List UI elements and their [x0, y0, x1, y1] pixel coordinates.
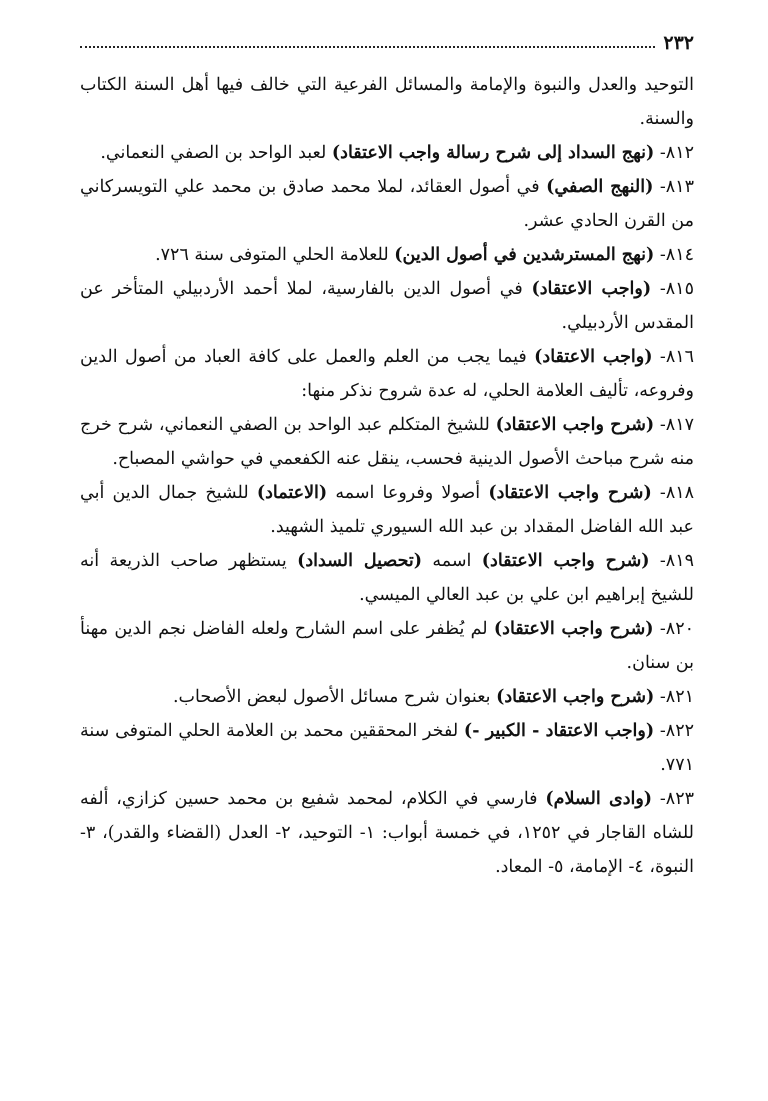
entry-text: يستظهر صاحب الذريعة أنه للشيخ إبراهيم ابن علي بن عبد العالي الميسي.	[80, 551, 694, 605]
entry-item	[80, 612, 694, 680]
entry-item	[80, 238, 694, 272]
entry-text: ٨١٩-	[649, 551, 694, 571]
entry-item	[80, 408, 694, 476]
entry-text: ٨١٨-	[651, 483, 695, 503]
entry-text: للشيخ جمال الدين أبي عبد الله الفاضل المقداد بن عبد الله السيوري تلميذ الشهيد.	[80, 483, 694, 537]
entry-title: (الاعتماد)	[256, 483, 328, 503]
entry-title: (شرح واجب الاعتقاد)	[481, 551, 650, 571]
entry-text: ٨٢١-	[654, 687, 694, 707]
entry-item	[80, 170, 694, 238]
entry-text: لفخر المحققين محمد بن العلامة الحلي المتوفى سنة ٧٧١.	[80, 721, 694, 775]
page-header	[80, 28, 694, 54]
dotted-rule	[80, 46, 655, 48]
entry-item	[80, 680, 694, 714]
entry-title: (وادى السلام)	[545, 789, 653, 809]
entry-text: ٨١٦-	[652, 347, 695, 367]
entry-text: في أصول الدين بالفارسية، لملا أحمد الأردبيلي المتأخر عن المقدس الأردبيلي.	[80, 279, 694, 333]
entry-text: ٨١٧-	[654, 415, 694, 435]
entry-text: فيما يجب من العلم والعمل على كافة العباد من أصول الدين وفروعه، تأليف العلامة الحلي، له عدة شروح نذكر منها:	[80, 347, 694, 401]
entry-item	[80, 136, 694, 170]
entry-text: لعبد الواحد بن الصفي النعماني.	[100, 143, 332, 163]
entry-item	[80, 476, 694, 544]
entry-text: أصولا وفروعا اسمه	[327, 483, 489, 503]
continuation-paragraph	[80, 68, 694, 136]
entry-text: ٨١٤-	[654, 245, 694, 265]
entry-text: فارسي في الكلام، لمحمد شفيع بن محمد حسين كزازي، ألفه للشاه القاجار في ١٢٥٢، في خمسة أبواب: ١- التوحيد، ٢- العدل (القضاء والقدر)، ٣- النبوة، ٤- الإمامة، ٥- المعاد.	[80, 789, 694, 877]
entry-text: ٨٢٣-	[652, 789, 694, 809]
entry-title: (تحصيل السداد)	[297, 551, 423, 571]
entry-title: (شرح واجب الاعتقاد)	[493, 619, 654, 639]
entry-title: (نهج المسترشدين في أصول الدين)	[394, 245, 655, 265]
entry-text: في أصول العقائد، لملا محمد صادق بن محمد علي التويسركاني من القرن الحادي عشر.	[80, 177, 694, 231]
entry-text: ٨٢٢-	[654, 721, 694, 741]
entry-title: (نهج السداد إلى شرح رسالة واجب الاعتقاد)	[331, 143, 655, 163]
entry-title: (واجب الاعتقاد)	[534, 347, 653, 367]
entry-text: للعلامة الحلي المتوفى سنة ٧٢٦.	[155, 245, 395, 265]
document-page	[80, 28, 694, 884]
entry-title: (شرح واجب الاعتقاد)	[495, 415, 655, 435]
entry-item	[80, 272, 694, 340]
page-number: ٢٣٢	[663, 32, 694, 54]
entry-text: ٨١٣-	[653, 177, 694, 197]
entry-text: اسمه	[422, 551, 482, 571]
entry-item	[80, 714, 694, 782]
entry-text: ٨١٢-	[654, 143, 694, 163]
entry-title: (واجب الاعتقاد - الكبير -)	[463, 721, 655, 741]
entry-text: ٨١٥-	[651, 279, 694, 299]
entry-item	[80, 782, 694, 884]
entry-title: (واجب الاعتقاد)	[531, 279, 652, 299]
entry-title: (النهج الصفي)	[546, 177, 654, 197]
entry-title: (شرح واجب الاعتقاد)	[496, 687, 655, 707]
entry-title: (شرح واجب الاعتقاد)	[488, 483, 652, 503]
entry-text: للشيخ المتكلم عبد الواحد بن الصفي النعماني، شرح خرج منه شرح مباحث الأصول الدينية فحسب، ينقل عنه الكفعمي في حواشي المصباح.	[80, 415, 694, 469]
entry-text: لم يُظفر على اسم الشارح ولعله الفاضل نجم الدين مهنأ بن سنان.	[80, 619, 694, 673]
entry-text: التوحيد والعدل والنبوة والإمامة والمسائل الفرعية التي خالف فيها أهل السنة الكتاب والسنة.	[80, 75, 694, 129]
entry-text: ٨٢٠-	[653, 619, 694, 639]
entry-item	[80, 340, 694, 408]
entry-item	[80, 544, 694, 612]
entry-text: بعنوان شرح مسائل الأصول لبعض الأصحاب.	[172, 687, 497, 707]
entries-list	[80, 68, 694, 884]
